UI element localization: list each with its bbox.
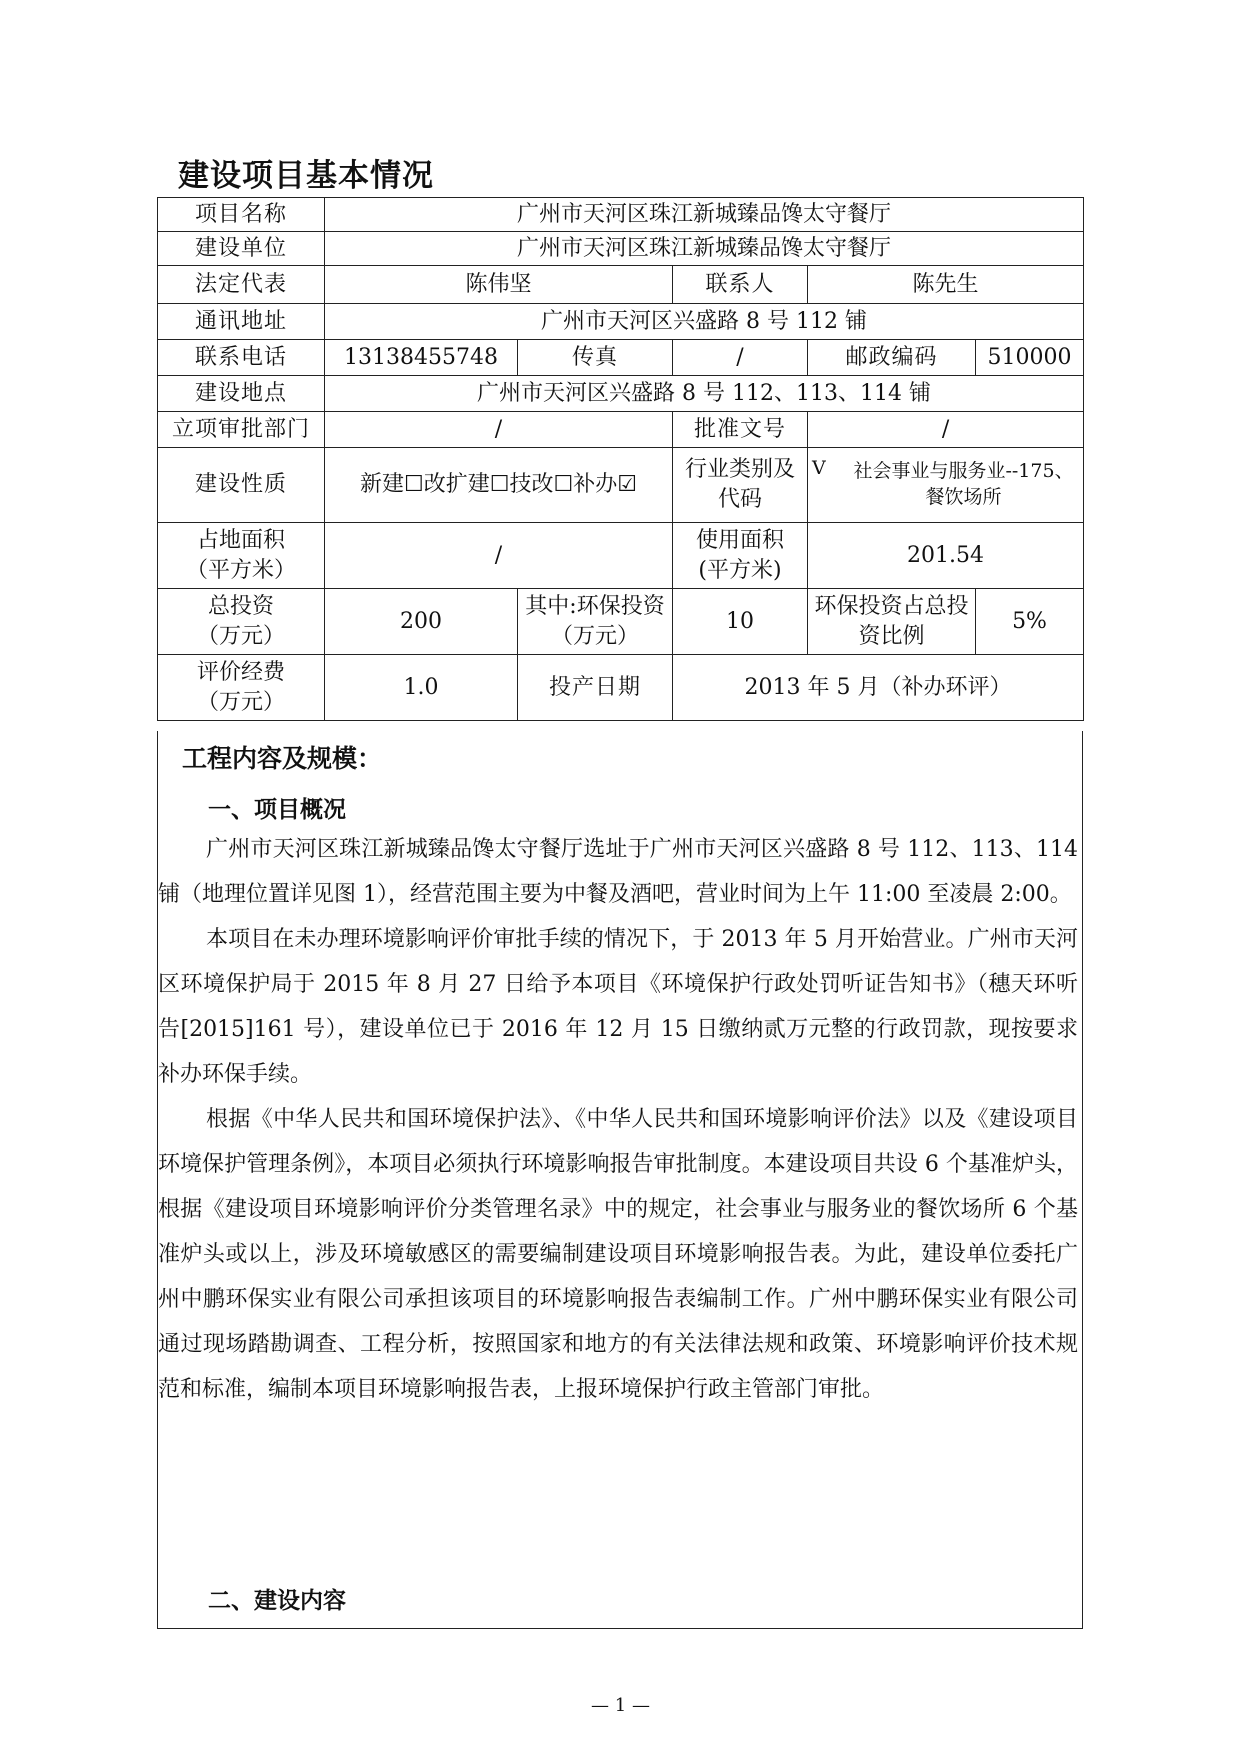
env-invest-label (518, 589, 673, 655)
fax-label: 传真 (518, 340, 673, 376)
paragraph: 本项目在未办理环境影响评价审批手续的情况下，于 2013 年 5 月开始营业。广州市天河区环境保护局于 2015 年 8 月 27 日给予本项目《环境保护行政处罚听证告知书》（穗天环听告[2015]161 号），建设单位已于 2016 年 12 月 15 日缴纳贰万元整的行政罚款，现按要求补办环保手续。 (158, 927, 1078, 1087)
site-label: 建设地点 (158, 376, 325, 412)
contact-value: 陈先生 (808, 266, 1084, 304)
section-title-overview: 一、项目概况 (208, 797, 346, 823)
legal-rep-label: 法定代表 (158, 266, 325, 304)
site-value: 广州市天河区兴盛路 8 号 112、113、114 铺 (325, 376, 1084, 412)
table-row (158, 376, 1084, 412)
table-row (158, 340, 1084, 376)
phone-label: 联系电话 (158, 340, 325, 376)
postcode-label: 邮政编码 (808, 340, 976, 376)
eval-fee-label-line2: （万元） (196, 689, 285, 715)
content-heading: 工程内容及规模： (182, 744, 383, 773)
land-area-label-line2: （平方米） (185, 557, 296, 583)
table-row (158, 523, 1084, 589)
approval-no-label: 批准文号 (673, 412, 808, 448)
address-label: 通讯地址 (158, 304, 325, 340)
table-row (158, 266, 1084, 304)
page-number: — 1 — (591, 1695, 650, 1716)
project-name-label: 项目名称 (158, 198, 325, 232)
phone-value: 13138455748 (325, 340, 518, 376)
eval-fee-value: 1.0 (325, 655, 518, 721)
total-invest-value: 200 (325, 589, 518, 655)
total-invest-label-line2: （万元） (196, 623, 285, 649)
paragraph: 广州市天河区珠江新城臻品馋太守餐厅选址于广州市天河区兴盛路 8 号 112、113、114 铺（地理位置详见图 1），经营范围主要为中餐及酒吧，营业时间为上午 11:00 至凌晨 2:00。 (158, 837, 1078, 907)
approval-dept-label: 立项审批部门 (158, 412, 325, 448)
contact-label: 联系人 (673, 266, 808, 304)
industry-value (808, 448, 1084, 523)
eval-fee-label-line1: 评价经费 (196, 659, 285, 685)
postcode-value: 510000 (976, 340, 1084, 376)
page-title: 建设项目基本情况 (178, 158, 434, 194)
eval-fee-label (158, 655, 325, 721)
use-area-label (673, 523, 808, 589)
total-invest-label-line1: 总投资 (207, 593, 274, 619)
basic-info-table (157, 197, 1084, 721)
production-date-value: 2013 年 5 月（补办环评） (673, 655, 1084, 721)
project-content-box (157, 731, 1083, 1629)
table-row (158, 589, 1084, 655)
env-ratio-label-line2: 资比例 (858, 623, 925, 649)
use-area-label-line2: (平方米) (698, 557, 782, 583)
env-ratio-label-line1: 环保投资占总投 (814, 593, 969, 619)
paragraph: 根据《中华人民共和国环境保护法》、《中华人民共和国环境影响评价法》以及《建设项目环境保护管理条例》，本项目必须执行环境影响报告审批制度。本建设项目共设 6 个基准炉头，根据《建设项目环境影响评价分类管理名录》中的规定，社会事业与服务业的餐饮场所 6 个基准炉头或以上，涉及环境敏感区的需要编制建设项目环境影响报告表。为此，建设单位委托广州中鹏环保实业有限公司承担该项目的环境影响报告表编制工作。广州中鹏环保实业有限公司通过现场踏勘调查、工程分析，按照国家和地方的有关法律法规和政策、环境影响评价技术规范和标准，编制本项目环境影响报告表，上报环境保护行政主管部门审批。 (158, 1107, 1078, 1402)
industry-text: 社会事业与服务业--175、餐饮场所 (853, 460, 1074, 508)
env-invest-label-line1: 其中:环保投资 (525, 593, 665, 619)
fax-value: / (673, 340, 808, 376)
env-invest-value: 10 (673, 589, 808, 655)
table-row (158, 448, 1084, 523)
nature-value: 新建☐改扩建☐技改☐补办☑ (325, 448, 673, 523)
address-value: 广州市天河区兴盛路 8 号 112 铺 (325, 304, 1084, 340)
project-name-value: 广州市天河区珠江新城臻品馋太守餐厅 (325, 198, 1084, 232)
env-ratio-value: 5% (976, 589, 1084, 655)
legal-rep-value: 陈伟坚 (325, 266, 673, 304)
table-row (158, 304, 1084, 340)
nature-label: 建设性质 (158, 448, 325, 523)
table-row (158, 655, 1084, 721)
overview-body (158, 827, 1078, 1412)
land-area-label-line1: 占地面积 (196, 527, 285, 553)
builder-label: 建设单位 (158, 232, 325, 266)
builder-value: 广州市天河区珠江新城臻品馋太守餐厅 (325, 232, 1084, 266)
use-area-label-line1: 使用面积 (695, 527, 784, 553)
production-date-label: 投产日期 (518, 655, 673, 721)
table-row (158, 232, 1084, 266)
env-invest-label-line2: （万元） (550, 623, 639, 649)
env-ratio-label (808, 589, 976, 655)
total-invest-label (158, 589, 325, 655)
table-row (158, 198, 1084, 232)
approval-no-value: / (808, 412, 1084, 448)
table-row (158, 412, 1084, 448)
industry-code: V (812, 457, 826, 479)
section-title-construction: 二、建设内容 (208, 1588, 346, 1614)
industry-label: 行业类别及代码 (673, 448, 808, 523)
use-area-value: 201.54 (808, 523, 1084, 589)
land-area-value: / (325, 523, 673, 589)
approval-dept-value: / (325, 412, 673, 448)
land-area-label (158, 523, 325, 589)
